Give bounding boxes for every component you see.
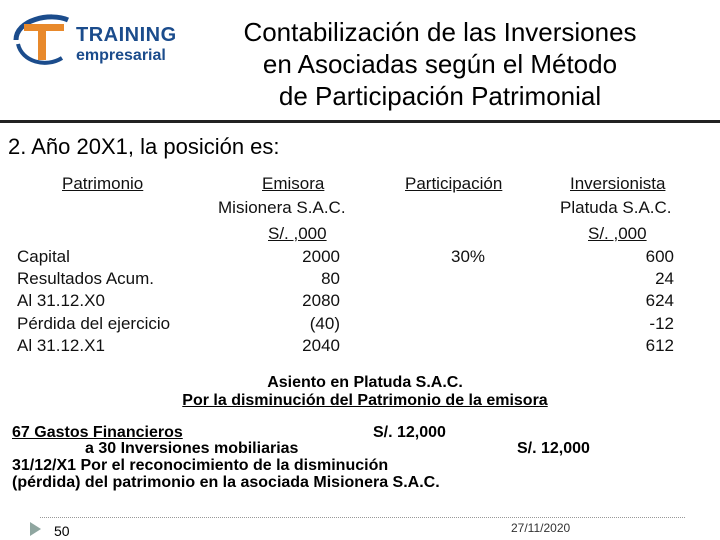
position-table bbox=[0, 170, 720, 360]
row-label: Al 31.12.X1 bbox=[17, 336, 105, 355]
logo-text-empresarial: empresarial bbox=[76, 47, 166, 64]
row-emisora-value: (40) bbox=[309, 314, 340, 333]
logo-text-training: TRAINING bbox=[76, 24, 177, 46]
row-inversionista-value: 600 bbox=[645, 247, 674, 266]
credit-amount: S/. 12,000 bbox=[517, 440, 590, 457]
logo-mark-icon bbox=[10, 10, 74, 70]
entry-subheading: Por la disminución del Patrimonio de la emisora bbox=[182, 392, 548, 409]
credit-account: a 30 Inversiones mobiliarias bbox=[85, 440, 299, 457]
header-emisora: Emisora bbox=[262, 174, 325, 193]
footer-arrow-icon bbox=[30, 522, 41, 536]
footer-date: 27/11/2020 bbox=[511, 521, 571, 535]
page-title bbox=[190, 16, 690, 112]
header-patrimonio: Patrimonio bbox=[62, 174, 144, 193]
header-inversionista-unit: S/. ,000 bbox=[588, 224, 647, 243]
header-emisora-unit: S/. ,000 bbox=[268, 224, 327, 243]
section-subtitle: 2. Año 20X1, la posición es: bbox=[8, 134, 280, 159]
debit-amount: S/. 12,000 bbox=[373, 424, 446, 441]
page-number: 50 bbox=[54, 523, 70, 539]
title-line-3: de Participación Patrimonial bbox=[278, 81, 602, 111]
header-inversionista: Inversionista bbox=[570, 174, 666, 193]
row-inversionista-value: 612 bbox=[645, 336, 674, 355]
company-logo bbox=[10, 10, 180, 70]
header-emisora-company: Misionera S.A.C. bbox=[218, 198, 346, 217]
row-label: Capital bbox=[17, 247, 70, 266]
row-emisora-value: 2000 bbox=[302, 247, 340, 266]
entry-heading: Asiento en Platuda S.A.C. bbox=[267, 374, 463, 391]
header-inversionista-company: Platuda S.A.C. bbox=[560, 198, 672, 217]
header-participacion: Participación bbox=[405, 174, 503, 193]
row-label: Pérdida del ejercicio bbox=[17, 314, 171, 333]
row-emisora-value: 2080 bbox=[302, 291, 340, 310]
row-inversionista-value: -12 bbox=[649, 314, 674, 333]
entry-gloss-line-1: 31/12/X1 Por el reconocimiento de la disminución bbox=[12, 457, 389, 474]
row-inversionista-value: 624 bbox=[645, 291, 674, 310]
row-participacion-value: 30% bbox=[450, 247, 486, 266]
entry-gloss-line-2: (pérdida) del patrimonio en la asociada Misionera S.A.C. bbox=[12, 474, 440, 491]
row-label: Al 31.12.X0 bbox=[17, 291, 105, 310]
title-line-2: en Asociadas según el Método bbox=[262, 49, 618, 79]
title-line-1: Contabilización de las Inversiones bbox=[243, 17, 637, 47]
row-emisora-value: 2040 bbox=[302, 336, 340, 355]
debit-account: 67 Gastos Financieros bbox=[12, 424, 183, 441]
footer-divider bbox=[40, 517, 685, 518]
row-emisora-value: 80 bbox=[321, 269, 340, 288]
title-divider bbox=[0, 120, 720, 123]
row-label: Resultados Acum. bbox=[17, 269, 155, 288]
row-inversionista-value: 24 bbox=[655, 269, 674, 288]
